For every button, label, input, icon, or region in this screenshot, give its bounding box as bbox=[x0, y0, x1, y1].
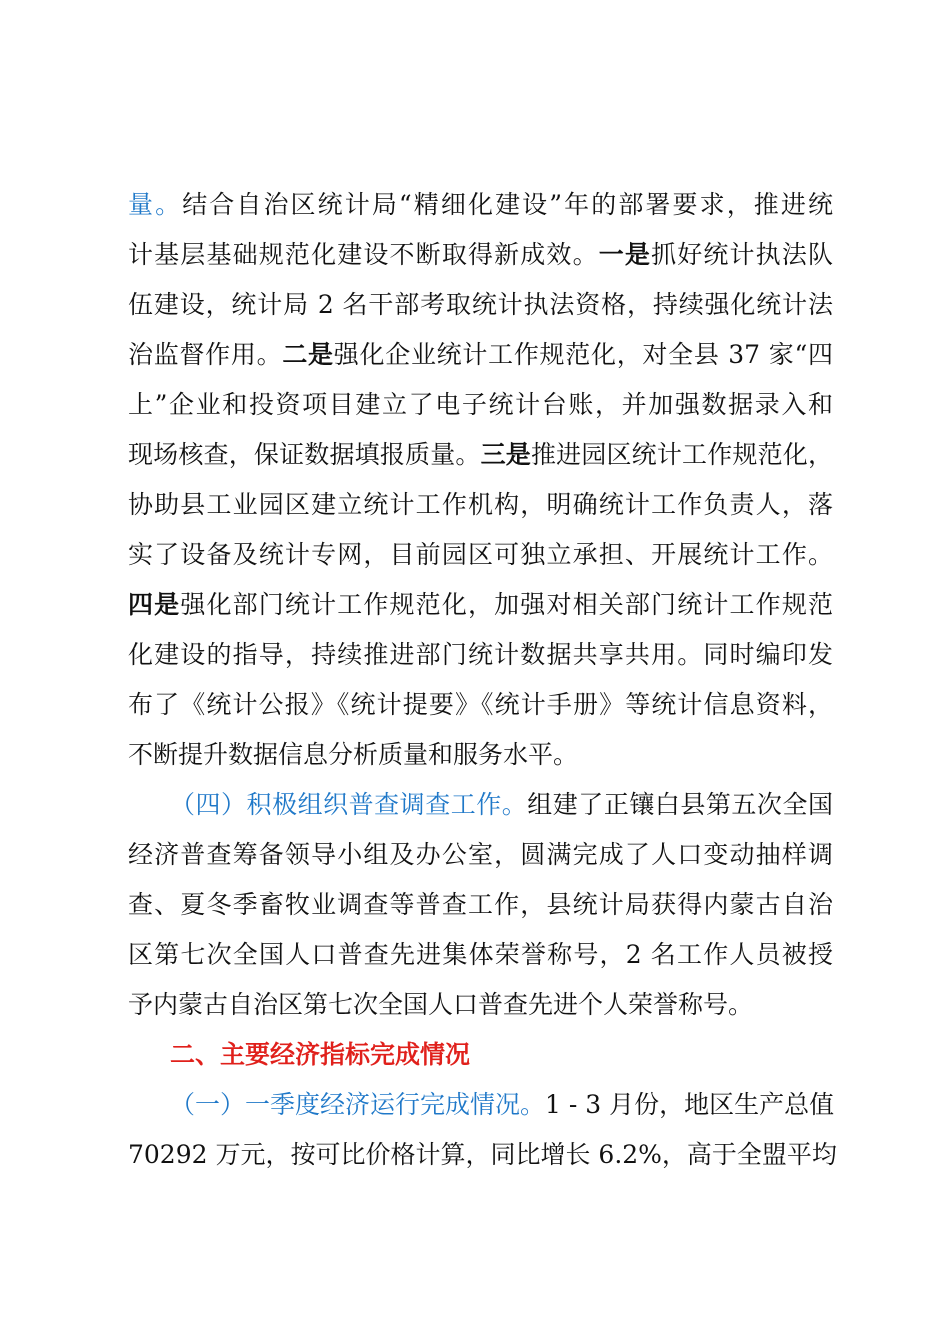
subsection-heading: （四）积极组织普查调查工作。 bbox=[170, 790, 528, 819]
text-line: 化建设的指导，持续推进部门统计数据共享共用。同时编印发 bbox=[128, 640, 833, 669]
text-fragment: 结合自治区统计局“精细化建设”年的部署要求，推进统 bbox=[182, 190, 833, 219]
text-line: 布了《统计公报》《统计提要》《统计手册》等统计信息资料， bbox=[128, 690, 833, 719]
text-fragment: 现场核查，保证数据填报质量。 bbox=[128, 440, 481, 469]
text-fragment: 组建了正镶白县第五次全国 bbox=[527, 790, 833, 819]
text-line: 经济普查筹备领导小组及办公室，圆满完成了人口变动抽样调 bbox=[128, 840, 833, 869]
bold-marker: 三是 bbox=[480, 440, 531, 469]
text-fragment: 强化部门统计工作规范化，加强对相关部门统计工作规范 bbox=[180, 590, 833, 619]
text-fragment: 抓好统计执法队 bbox=[651, 240, 833, 269]
text-line: 伍建设，统计局 2 名干部考取统计执法资格，持续强化统计法 bbox=[128, 290, 833, 319]
subsection-heading: （一）一季度经济运行完成情况。 bbox=[170, 1090, 546, 1119]
text-line: 协助县工业园区建立统计工作机构，明确统计工作负责人，落 bbox=[128, 490, 833, 519]
text-line bbox=[128, 330, 833, 380]
blue-fragment: 量。 bbox=[128, 190, 183, 219]
text-line bbox=[128, 180, 833, 230]
text-fragment: 强化企业统计工作规范化，对全县 37 家“四 bbox=[333, 340, 833, 369]
text-line: 查、夏冬季畜牧业调查等普查工作，县统计局获得内蒙古自治 bbox=[128, 890, 833, 919]
text-fragment: 计基层基础规范化建设不断取得新成效。 bbox=[128, 240, 599, 269]
text-line: 实了设备及统计专网，目前园区可独立承担、开展统计工作。 bbox=[128, 540, 833, 569]
text-line bbox=[128, 430, 833, 480]
text-line: 区第七次全国人口普查先进集体荣誉称号，2 名工作人员被授 bbox=[128, 940, 833, 969]
text-fragment: 推进园区统计工作规范化， bbox=[530, 440, 833, 469]
text-line bbox=[128, 1080, 833, 1130]
text-line: 予内蒙古自治区第七次全国人口普查先进个人荣誉称号。 bbox=[128, 990, 754, 1019]
document-body bbox=[128, 180, 837, 1180]
text-line bbox=[128, 230, 833, 280]
bold-marker: 一是 bbox=[598, 240, 652, 269]
text-fragment: 1 - 3 月份，地区生产总值 bbox=[545, 1090, 835, 1119]
text-fragment: 治监督作用。 bbox=[128, 340, 283, 369]
bold-marker: 四是 bbox=[128, 590, 181, 619]
bold-marker: 二是 bbox=[282, 340, 334, 369]
text-line: 70292 万元，按可比价格计算，同比增长 6.2%，高于全盟平均 bbox=[128, 1140, 837, 1169]
section-heading: 二、主要经济指标完成情况 bbox=[170, 1040, 471, 1069]
text-line bbox=[128, 580, 833, 630]
text-line: 不断提升数据信息分析质量和服务水平。 bbox=[128, 740, 579, 769]
text-line: 上”企业和投资项目建立了电子统计台账，并加强数据录入和 bbox=[128, 390, 833, 419]
text-line bbox=[128, 780, 833, 830]
